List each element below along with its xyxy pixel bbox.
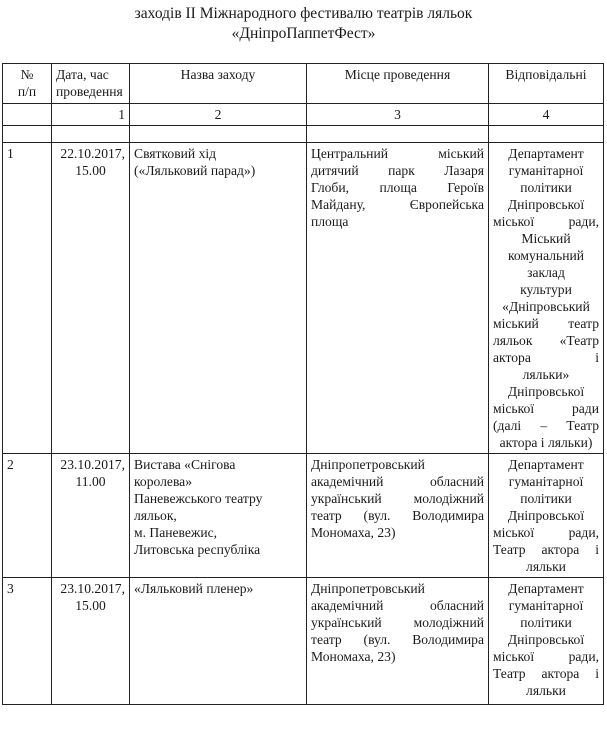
event-name-line: ляльок,: [134, 508, 177, 523]
responsible-line: ляльки: [526, 683, 566, 698]
responsible-line: політики: [520, 615, 572, 630]
title-line-2: «ДніпроПаппетФест»: [231, 25, 376, 42]
column-number-empty: [3, 104, 52, 126]
responsible-line: заклад: [527, 265, 565, 280]
event-name-line: «Ляльковий пленер»: [134, 581, 254, 596]
responsible-line: актора і ляльки): [499, 435, 593, 450]
venue-cell: [307, 578, 489, 705]
responsible-line: гуманітарної: [508, 474, 584, 489]
venue-cell: [307, 143, 489, 454]
header-event-name: Назва заходу: [130, 64, 307, 104]
event-name-line: Паневежського театру: [134, 491, 263, 506]
responsible-line: політики: [520, 180, 572, 195]
event-date: 22.10.2017,: [60, 146, 125, 161]
events-table: [2, 63, 604, 705]
event-date: 23.10.2017,: [60, 457, 125, 472]
title-line-1: заходів ІІ Міжнародного фестивалю театрів ляльок: [134, 5, 473, 22]
venue-line: український молодіжний: [311, 615, 484, 630]
responsible-line: гуманітарної: [508, 598, 584, 613]
event-name-line: («Ляльковий парад»): [134, 163, 256, 178]
responsible-line: комунальний: [507, 248, 585, 263]
venue-line: Центральний міський: [311, 146, 484, 161]
column-number: 3: [307, 104, 489, 126]
venue-line: Глоби, площа Героїв: [311, 180, 484, 195]
responsible-line: ляльки: [526, 559, 566, 574]
responsible-line: Департамент: [508, 146, 584, 161]
event-name-line: Литовська республіка: [134, 542, 261, 557]
event-name-cell: [130, 578, 307, 705]
responsible-cell: [489, 143, 604, 454]
responsible-line: політики: [520, 491, 572, 506]
responsible-line: ляльки»: [522, 367, 570, 382]
responsible-line: Департамент: [508, 457, 584, 472]
header-venue: Місце проведення: [307, 64, 489, 104]
venue-line: театр (вул. Володимира: [311, 508, 484, 523]
venue-line: Мономаха, 23): [311, 525, 396, 540]
responsible-line: культури: [520, 282, 572, 297]
responsible-line: «Дніпровський: [502, 299, 590, 314]
row-number-cell: [3, 578, 52, 705]
event-time: 15.00: [75, 163, 106, 178]
venue-line: український молодіжний: [311, 491, 484, 506]
responsible-line: Театр актора і: [493, 666, 599, 681]
responsible-line: актора і: [493, 350, 599, 365]
row-number: 1: [7, 146, 14, 161]
responsible-line: міської ради,: [493, 525, 599, 540]
header-date-time: Дата, час проведення: [52, 64, 130, 104]
venue-line: академічний обласний: [311, 474, 484, 489]
event-name-line: королева»: [134, 474, 193, 489]
responsible-line: Дніпровської: [507, 384, 585, 399]
venue-line: Дніпропетровський: [311, 457, 425, 472]
responsible-line: ляльок «Театр: [493, 333, 599, 348]
responsible-line: Міський: [521, 231, 571, 246]
date-time-cell: [52, 578, 130, 705]
row-number: 2: [7, 457, 14, 472]
event-name-line: м. Паневежис,: [134, 525, 218, 540]
column-number: 1: [52, 104, 130, 126]
row-number: 3: [7, 581, 14, 596]
header-number: № п/п: [3, 64, 52, 104]
venue-line: театр (вул. Володимира: [311, 632, 484, 647]
venue-line: дитячий парк Лазаря: [311, 163, 484, 178]
venue-line: академічний обласний: [311, 598, 484, 613]
responsible-line: гуманітарної: [508, 163, 584, 178]
venue-line: площа: [311, 214, 349, 229]
date-time-cell: [52, 143, 130, 454]
venue-cell: [307, 454, 489, 578]
table-header-row: [3, 64, 604, 104]
event-time: 11.00: [75, 474, 106, 489]
event-time: 15.00: [75, 598, 106, 613]
header-responsible: Відповідальні: [489, 64, 604, 104]
row-number-cell: [3, 454, 52, 578]
responsible-line: міської ради,: [493, 649, 599, 664]
venue-line: Дніпропетровський: [311, 581, 425, 596]
date-time-cell: [52, 454, 130, 578]
responsible-line: Дніпровської: [507, 197, 585, 212]
responsible-line: міський театр: [493, 316, 599, 331]
event-date: 23.10.2017,: [60, 581, 125, 596]
event-name-line: Вистава «Снігова: [134, 457, 236, 472]
venue-line: Майдану, Європейська: [311, 197, 484, 212]
column-number-row: [3, 104, 604, 126]
responsible-cell: [489, 578, 604, 705]
column-number: 2: [130, 104, 307, 126]
table-row: [3, 454, 604, 578]
spacer-row: [3, 126, 604, 143]
column-number: 4: [489, 104, 604, 126]
responsible-cell: [489, 454, 604, 578]
responsible-line: міської ради,: [493, 214, 599, 229]
event-name-cell: [130, 143, 307, 454]
responsible-line: (далі – Театр: [493, 418, 599, 433]
responsible-line: Дніпровської: [507, 632, 585, 647]
venue-line: Мономаха, 23): [311, 649, 396, 664]
responsible-line: Департамент: [508, 581, 584, 596]
table-row: [3, 143, 604, 454]
event-name-line: Святковий хід: [134, 146, 217, 161]
row-number-cell: [3, 143, 52, 454]
responsible-line: Театр актора і: [493, 542, 599, 557]
responsible-line: Дніпровської: [507, 508, 585, 523]
document-title: [0, 4, 607, 44]
event-name-cell: [130, 454, 307, 578]
responsible-line: міської ради: [493, 401, 599, 416]
table-row: [3, 578, 604, 705]
